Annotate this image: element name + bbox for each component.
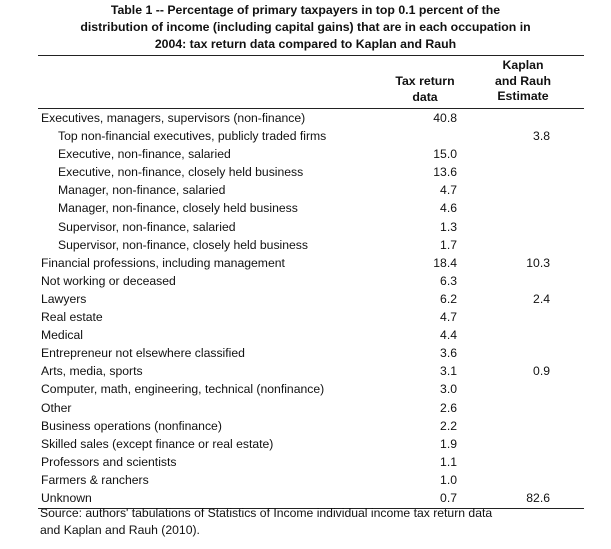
row-label: Executive, non-finance, salaried — [58, 147, 231, 162]
tax-return-value: 40.8 — [433, 111, 457, 125]
table-row — [0, 255, 611, 273]
tax-return-value: 3.0 — [440, 382, 457, 397]
table-row — [0, 418, 611, 436]
tax-return-value: 4.4 — [440, 328, 457, 343]
kaplan-rauh-value: 2.4 — [533, 291, 550, 306]
table-row — [0, 454, 611, 472]
kaplan-rauh-value: 3.8 — [533, 129, 550, 144]
table-body — [0, 110, 611, 508]
column-header-tax-return-line-1: Tax return — [395, 74, 455, 88]
column-header-kaplan-line-3: Estimate — [497, 89, 549, 103]
row-label: Computer, math, engineering, technical (nonfinance) — [41, 382, 325, 397]
table-title — [0, 2, 611, 53]
table-row — [0, 164, 611, 182]
table-row — [0, 146, 611, 164]
column-header-tax-return — [380, 74, 470, 105]
tax-return-value: 4.7 — [440, 310, 457, 325]
row-label: Other — [41, 400, 72, 415]
kaplan-rauh-value: 82.6 — [526, 490, 550, 505]
tax-return-value: 1.0 — [440, 472, 457, 487]
tax-return-value: 1.3 — [440, 219, 457, 234]
kaplan-rauh-value: 10.3 — [526, 255, 550, 270]
table-row — [0, 381, 611, 399]
table-row — [0, 219, 611, 237]
row-label: Supervisor, non-finance, closely held business — [58, 237, 308, 252]
kaplan-rauh-value: 0.9 — [533, 364, 550, 379]
tax-return-value: 13.6 — [433, 165, 457, 180]
table-row — [0, 363, 611, 381]
row-label: Top non-financial executives, publicly traded firms — [58, 129, 327, 144]
column-header-kaplan-line-2: and Rauh — [494, 73, 552, 88]
row-label: Financial professions, including management — [41, 255, 285, 270]
title-line-3: 2004: tax return data compared to Kaplan and Rauh — [154, 37, 457, 51]
row-label: Entrepreneur not elsewhere classified — [41, 346, 245, 361]
row-label: Medical — [41, 328, 83, 343]
title-line-1: Table 1 -- Percentage of primary taxpayers in top 0.1 percent of the — [110, 3, 501, 17]
row-label: Executives, managers, supervisors (non-finance) — [41, 111, 306, 125]
row-label: Executive, non-finance, closely held business — [58, 165, 304, 180]
tax-return-value: 18.4 — [433, 255, 457, 270]
table-row — [0, 110, 611, 128]
tax-return-value: 3.1 — [440, 364, 457, 379]
tax-return-value: 4.7 — [440, 183, 457, 198]
row-label: Skilled sales (except finance or real estate) — [41, 436, 274, 451]
tax-return-value: 2.2 — [440, 418, 457, 433]
row-label: Manager, non-finance, salaried — [58, 183, 226, 198]
column-header-tax-return-line-2: data — [412, 89, 438, 104]
column-header-kaplan-line-1: Kaplan — [502, 58, 544, 72]
header-rule — [38, 108, 584, 109]
row-label: Not working or deceased — [41, 273, 176, 288]
row-label: Business operations (nonfinance) — [41, 418, 222, 433]
table-row — [0, 327, 611, 345]
row-label: Arts, media, sports — [41, 364, 143, 379]
source-note — [40, 505, 492, 539]
table-row — [0, 128, 611, 146]
row-label: Professors and scientists — [41, 454, 177, 469]
row-label: Unknown — [41, 490, 92, 505]
table-row — [0, 472, 611, 490]
row-label: Real estate — [41, 310, 103, 325]
table-row — [0, 436, 611, 454]
tax-return-value: 6.3 — [440, 273, 457, 288]
source-line-1: Source: authors' tabulations of Statistics of Income individual income tax return data — [40, 506, 493, 520]
table-row — [0, 200, 611, 218]
tax-return-value: 2.6 — [440, 400, 457, 415]
tax-return-value: 1.9 — [440, 436, 457, 451]
table-row — [0, 291, 611, 309]
row-label: Farmers & ranchers — [41, 472, 149, 487]
tax-return-value: 6.2 — [440, 291, 457, 306]
tax-return-value: 3.6 — [440, 346, 457, 361]
table-row — [0, 345, 611, 363]
tax-return-value: 0.7 — [440, 490, 457, 505]
tax-return-value: 1.7 — [440, 237, 457, 252]
tax-return-value: 4.6 — [440, 201, 457, 216]
column-header-kaplan-rauh — [478, 58, 568, 105]
source-line-2: and Kaplan and Rauh (2010). — [40, 523, 200, 537]
table-row — [0, 237, 611, 255]
tax-return-value: 15.0 — [433, 147, 457, 162]
title-line-2: distribution of income (including capital gains) that are in each occupation in — [80, 20, 531, 34]
top-rule — [38, 55, 584, 56]
table-row — [0, 182, 611, 200]
table-row — [0, 273, 611, 291]
table-row — [0, 400, 611, 418]
row-label: Supervisor, non-finance, salaried — [58, 219, 236, 234]
row-label: Manager, non-finance, closely held business — [58, 201, 298, 216]
tax-return-value: 1.1 — [440, 454, 457, 469]
table-row — [0, 309, 611, 327]
row-label: Lawyers — [41, 291, 87, 306]
